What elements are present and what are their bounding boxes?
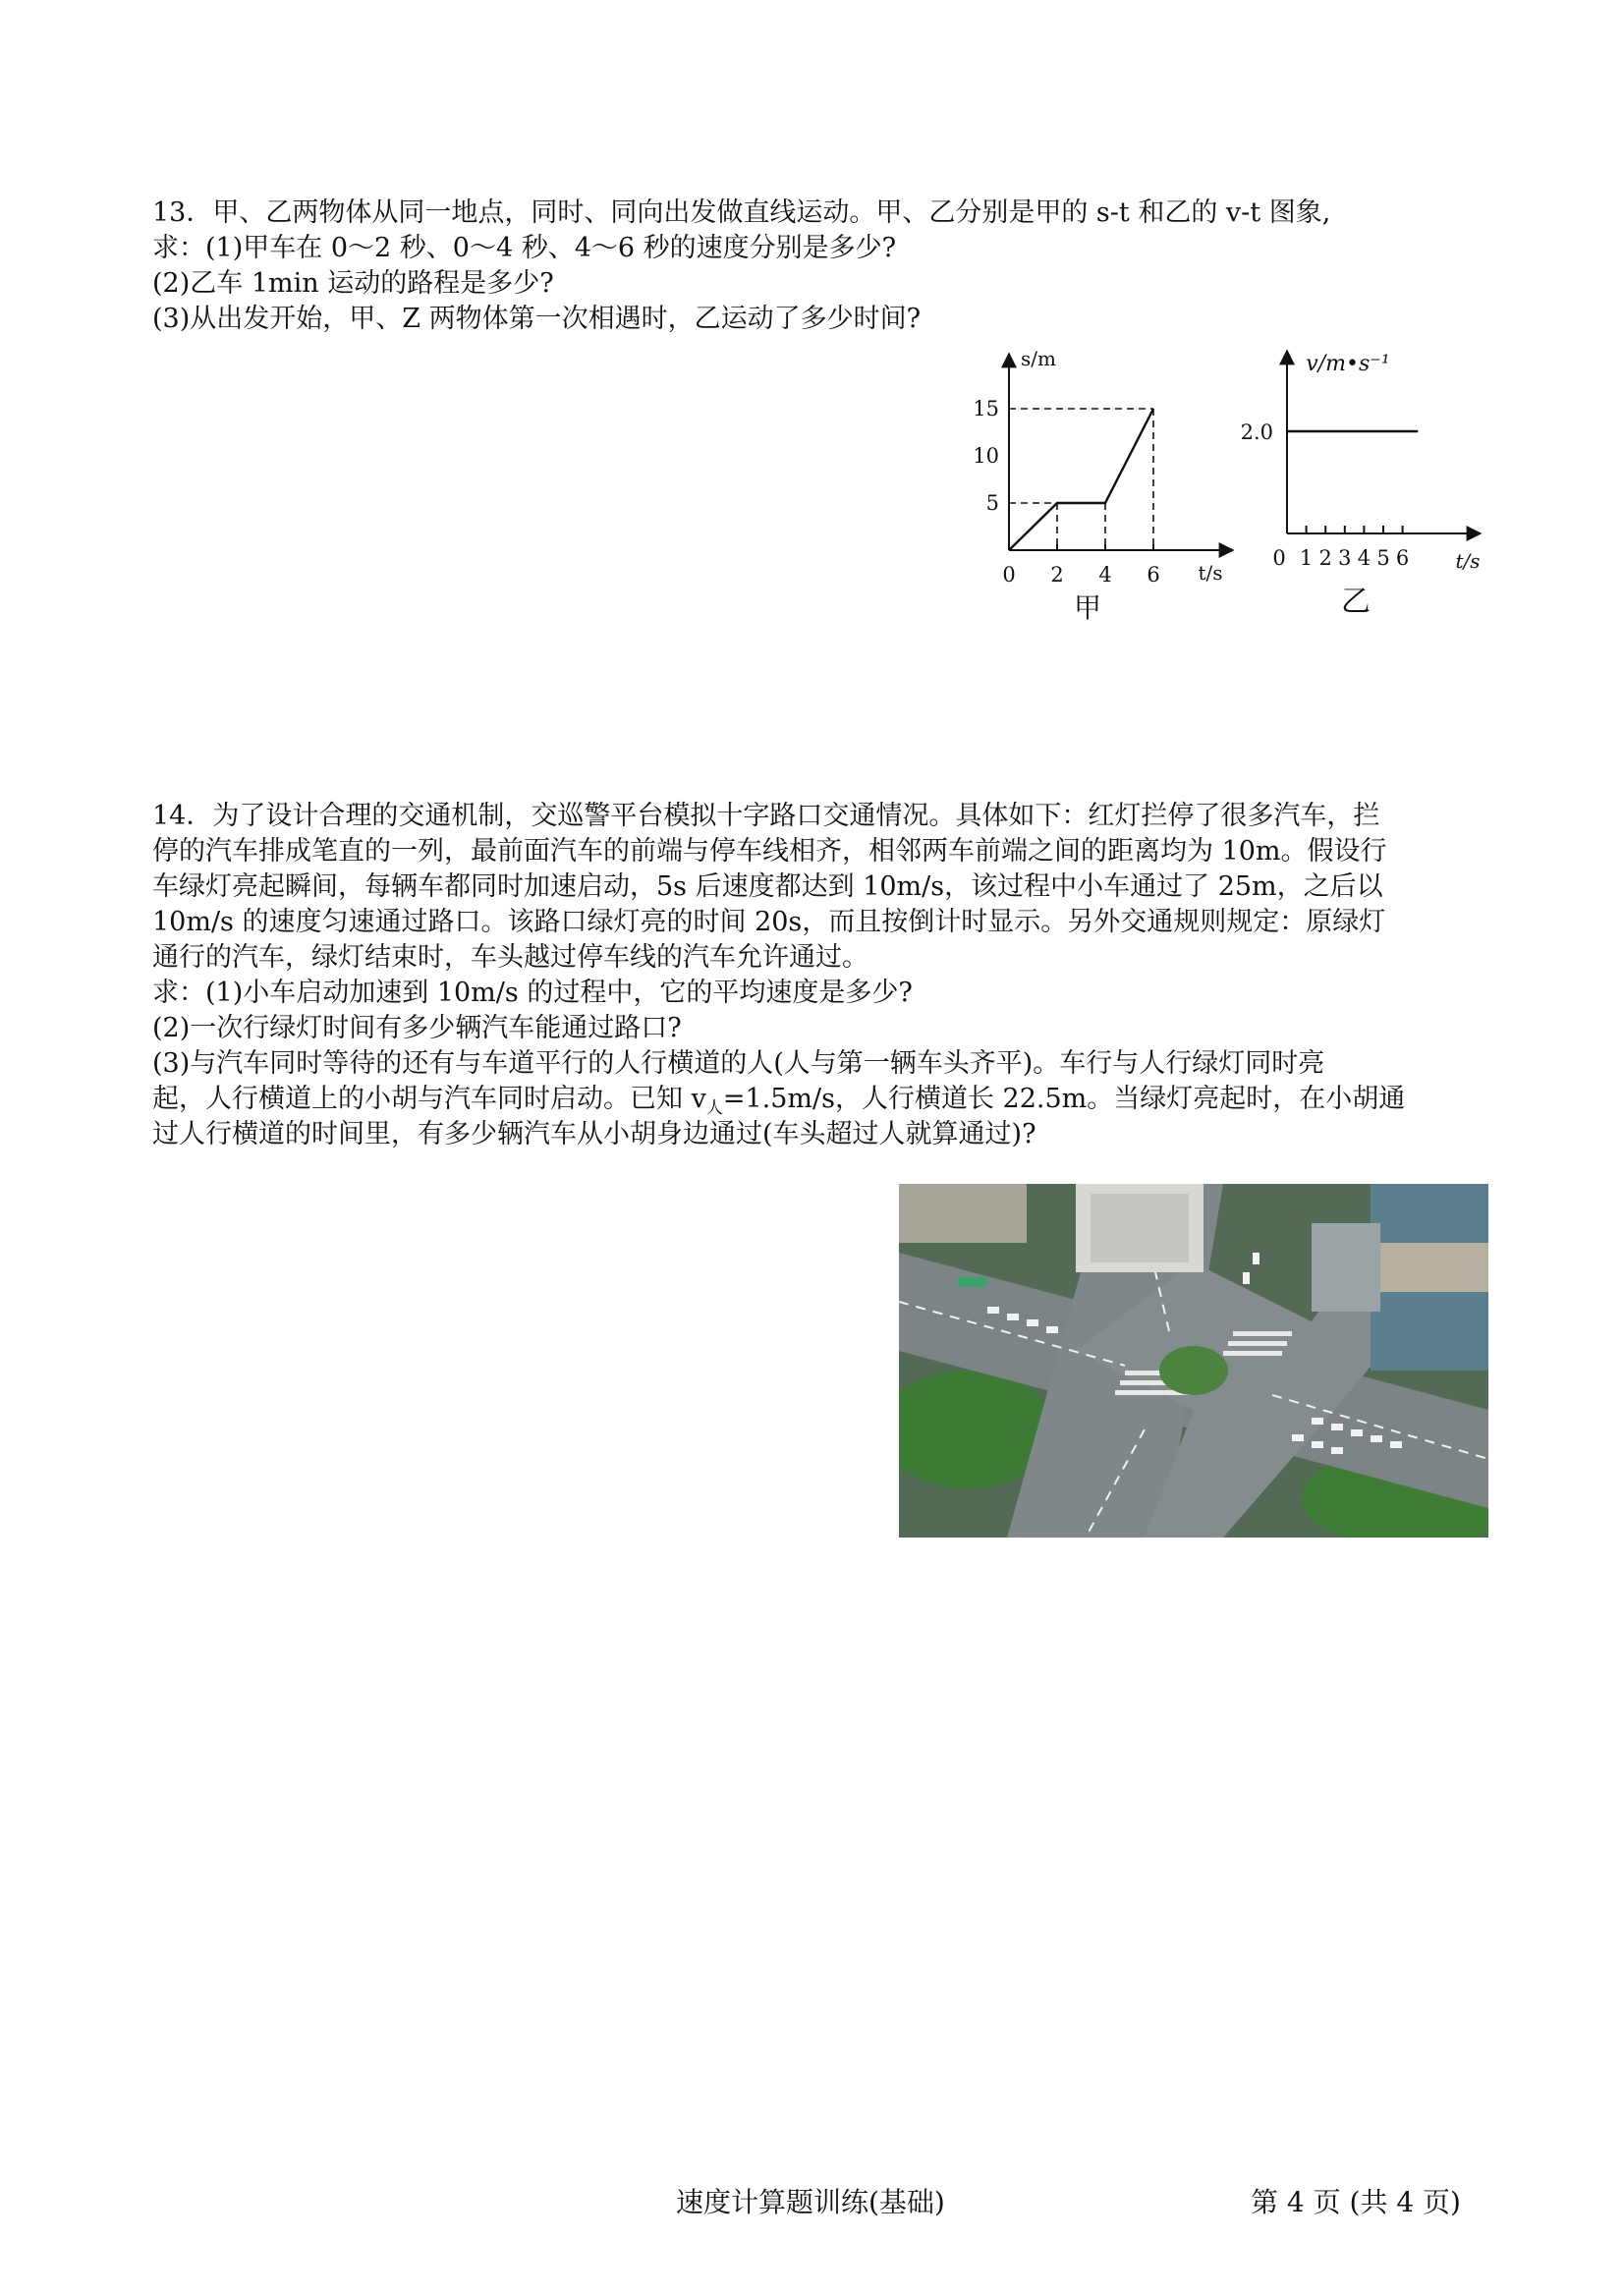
series-line: [1009, 409, 1153, 550]
q14-line-4: 10m/s 的速度匀速通过路口。该路口绿灯亮的时间 20s，而且按倒计时显示。另外交通规则规定：原绿灯: [152, 907, 1386, 937]
y-tick-label: 2.0: [1240, 420, 1273, 444]
q13-line-4: (3)从出发开始，甲、Z 两物体第一次相遇时，乙运动了多少时间?: [152, 304, 922, 334]
x-tick-label: 4: [1357, 546, 1371, 570]
q14-line-9-start: 起，人行横道上的小胡与汽车同时启动。已知: [152, 1084, 683, 1114]
x-tick-label: 2: [1050, 563, 1064, 587]
x-tick-label: 4: [1098, 563, 1112, 587]
graph-jia: [973, 347, 1233, 624]
y-tick-label: 10: [973, 444, 999, 468]
x-tick-label: 5: [1376, 546, 1390, 570]
q14-line-6: 求：(1)小车启动加速到 10m/s 的过程中，它的平均速度是多少?: [152, 978, 913, 1008]
y-tick-label: 5: [985, 491, 999, 515]
x-axis-label: t/s: [1455, 549, 1481, 573]
x-tick-label: 3: [1338, 546, 1352, 570]
x-tick-label: 2: [1318, 546, 1332, 570]
graph-yi: [1241, 351, 1481, 619]
x-axis-label: t/s: [1198, 561, 1223, 585]
motion-graphs: [0, 334, 1623, 629]
intersection-photo: [899, 1184, 1488, 1538]
velocity-subscript: 人: [705, 1098, 723, 1118]
q14-line-5: 通行的汽车，绿灯结束时，车头越过停车线的汽车允许通过。: [152, 942, 868, 973]
y-axis-label: v/m•s⁻¹: [1306, 352, 1390, 376]
page-number: 第 4 页 (共 4 页): [1251, 2186, 1461, 2218]
x-tick-label: 6: [1147, 563, 1160, 587]
q14-line-2: 停的汽车排成笔直的一列，最前面汽车的前端与停车线相齐，相邻两车前端之间的距离均为 10m。假设行: [152, 836, 1387, 867]
y-axis-label: s/m: [1021, 347, 1056, 370]
q14-line-8: (3)与汽车同时等待的还有与车道平行的人行横道的人(人与第一辆车头齐平)。车行与人行绿灯同时亮: [152, 1048, 1325, 1079]
x-tick-label: 0: [1272, 546, 1286, 570]
x-tick-label: 0: [1002, 563, 1016, 587]
q14-line-7: (2)一次行绿灯时间有多少辆汽车能通过路口?: [152, 1013, 682, 1043]
q13-line-2: 求：(1)甲车在 0～2 秒、0～4 秒、4～6 秒的速度分别是多少?: [152, 233, 897, 263]
footer-title: 速度计算题训练(基础): [676, 2186, 945, 2218]
graph-caption: 乙: [1341, 585, 1371, 619]
x-tick-label: 6: [1395, 546, 1410, 570]
y-tick-label: 15: [973, 397, 999, 420]
q14-line-3: 车绿灯亮起瞬间，每辆车都同时加速启动，5s 后速度都达到 10m/s，该过程中小车通过了 25m，之后以: [152, 871, 1383, 902]
q13-line-3: (2)乙车 1min 运动的路程是多少?: [152, 268, 554, 299]
q13-line-1: 13．甲、乙两物体从同一地点，同时、同向出发做直线运动。甲、乙分别是甲的 s-t 和乙的 v-t 图象,: [152, 197, 1331, 228]
q14-line-1: 14．为了设计合理的交通机制，交巡警平台模拟十字路口交通情况。具体如下：红灯拦停了很多汽车，拦: [152, 801, 1380, 831]
q14-line-9-rest: =1.5m/s，人行横道长 22.5m。当绿灯亮起时，在小胡通: [722, 1084, 1406, 1114]
x-tick-label: 1: [1299, 546, 1314, 570]
velocity-symbol: v: [691, 1084, 706, 1114]
graph-caption: 甲: [1073, 591, 1102, 624]
q14-line-10: 过人行横道的时间里，有多少辆汽车从小胡身边通过(车头超过人就算通过)?: [152, 1119, 1036, 1149]
